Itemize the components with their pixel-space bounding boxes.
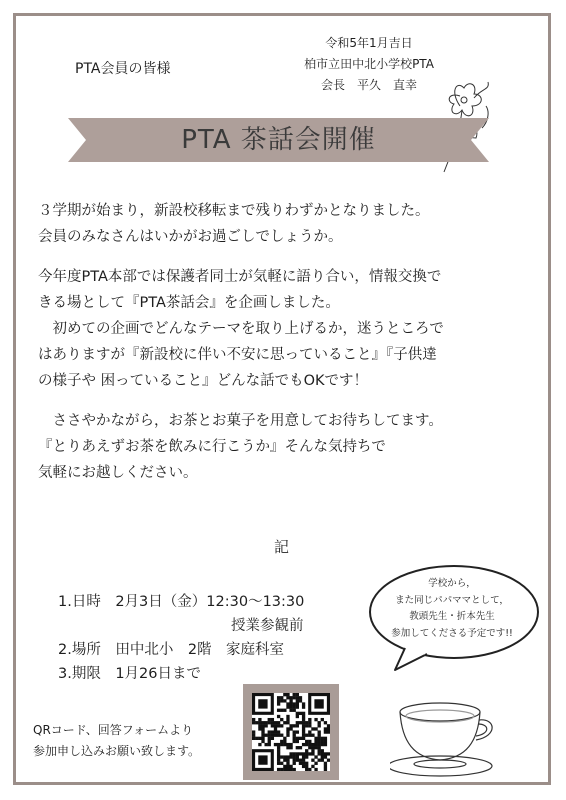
qr-note-line: 参加申し込みお願い致します。 xyxy=(33,744,201,758)
sender-name: 会長 平久 直幸 xyxy=(320,78,417,92)
body-line: 今年度PTA本部では保護者同士が気軽に語り合い，情報交換で xyxy=(38,269,442,285)
qr-code[interactable] xyxy=(243,684,339,780)
bubble-line: また同じパパママとして， xyxy=(395,594,509,606)
body-line: 会員のみなさんはいかがお過ごしでしょうか。 xyxy=(38,229,343,245)
bubble-line: 教頭先生・折本先生 xyxy=(409,611,495,622)
body-line: 初めての企画でどんなテーマを取り上げるか，迷うところで xyxy=(38,321,444,337)
title-banner xyxy=(68,118,489,162)
tea-cup-icon xyxy=(390,688,502,780)
qr-code-icon xyxy=(252,693,330,771)
body-line: ささやかながら，お茶とお菓子を用意してお待ちしてます。 xyxy=(38,413,443,429)
detail-datetime: 1.日時 2月3日（金）12:30～13:30 xyxy=(58,594,305,610)
qr-note-line: QRコード、回答フォームより xyxy=(33,723,194,737)
event-details xyxy=(58,590,304,686)
detail-place: 2.場所 田中北小 2階 家庭科室 xyxy=(58,642,285,658)
detail-datetime-note: 授業参観前 xyxy=(231,618,304,634)
organization-name: 柏市立田中北小学校PTA xyxy=(304,57,434,71)
issue-date: 令和5年1月吉日 xyxy=(325,36,413,50)
bubble-line: 参加してくださる予定です!! xyxy=(391,627,513,639)
ki-heading: 記 xyxy=(274,538,290,556)
page-title: PTA 茶話会開催 xyxy=(181,125,376,155)
bubble-line: 学校から， xyxy=(428,578,476,589)
qr-note xyxy=(33,720,200,762)
body-line: の様子や 困っていること』どんな話でもOKです！ xyxy=(38,373,369,389)
body-line: はありますが『新設校に伴い不安に思っていること』『子供達 xyxy=(38,347,437,363)
body-line: 『とりあえずお茶を飲みに行こうか』そんな気持ちで xyxy=(38,439,386,455)
addressee: PTA会員の皆様 xyxy=(75,61,171,77)
body-line: ３学期が始まり，新設校移転まで残りわずかとなりました。 xyxy=(38,203,430,219)
detail-deadline: 3.期限 1月26日まで xyxy=(58,666,202,682)
body-line: きる場として『PTA茶話会』を企画しました。 xyxy=(38,295,340,311)
body-text xyxy=(38,198,538,486)
speech-bubble-text xyxy=(372,576,532,642)
body-line: 気軽にお越しください。 xyxy=(38,465,198,481)
